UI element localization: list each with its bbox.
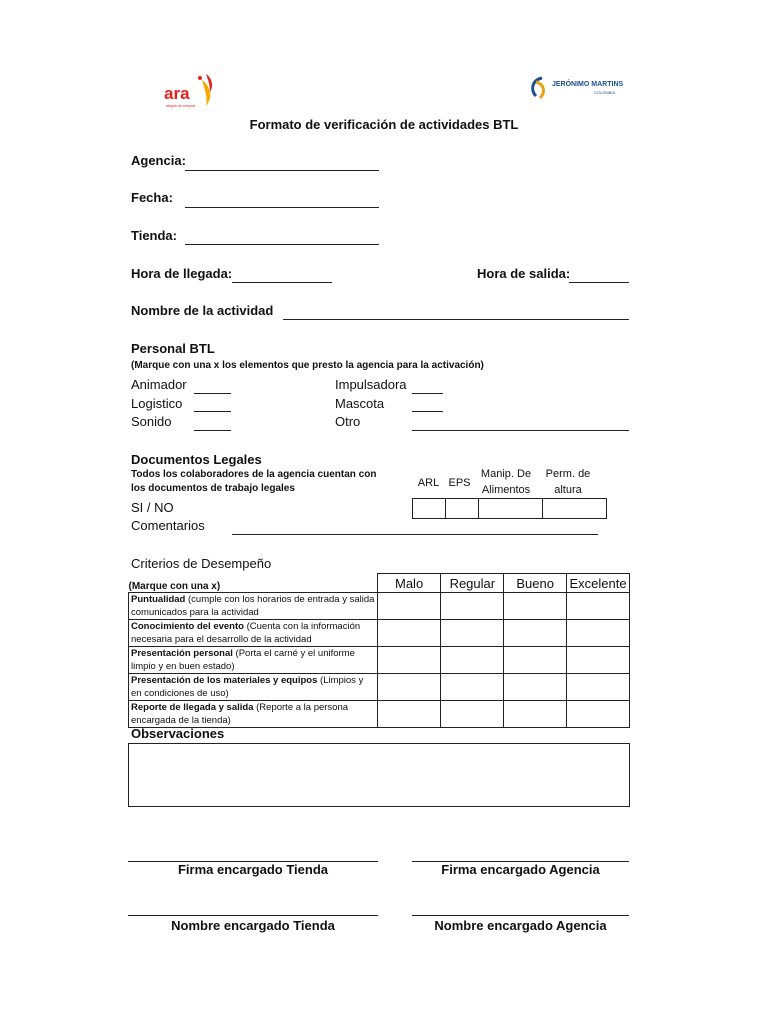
doc-check-eps[interactable] (446, 499, 479, 519)
jeronimo-martins-logo (528, 76, 628, 102)
criterio-desc: (Reporte a la persona encargada de la tienda) (131, 702, 349, 726)
rating-cell[interactable] (567, 620, 630, 647)
personal-instruction: (Marque con una x los elementos que presto la agencia para la activación) (131, 360, 484, 371)
observaciones-box[interactable] (128, 743, 630, 807)
personal-heading: Personal BTL (131, 341, 215, 356)
col-malo: Malo (377, 574, 441, 593)
hora-salida-input-line[interactable] (569, 282, 629, 283)
criterio-title: Presentación de los materiales y equipos (131, 675, 318, 686)
nombre-agencia-label: Nombre encargado Agencia (434, 918, 607, 933)
rating-cell[interactable] (377, 593, 441, 620)
si-no-label: SI / NO (131, 500, 174, 515)
criterio-title: Conocimiento del evento (131, 621, 244, 632)
rating-cell[interactable] (567, 674, 630, 701)
doc-check-arl[interactable] (413, 499, 446, 519)
doc-check-manip[interactable] (479, 499, 543, 519)
documentos-question: Todos los colaboradores de la agencia cuentan con los documentos de trabajo legales (131, 469, 377, 494)
comentarios-input-line[interactable] (232, 534, 598, 535)
personal-sonido-mark[interactable] (194, 430, 231, 431)
personal-animador-mark[interactable] (194, 393, 231, 394)
criterio-presentacion (129, 647, 378, 674)
documentos-checkbox-row (412, 498, 607, 519)
hora-llegada-label: Hora de llegada: (131, 266, 233, 281)
rating-cell[interactable] (567, 593, 630, 620)
personal-sonido-label: Sonido (131, 414, 172, 429)
criterio-title: Reporte de llegada y salida (131, 702, 254, 713)
fecha-label: Fecha: (131, 190, 173, 205)
personal-mascota-mark[interactable] (412, 411, 443, 412)
personal-logistico-label: Logistico (131, 396, 183, 411)
criterio-puntualidad (129, 593, 378, 620)
rating-cell[interactable] (377, 701, 441, 728)
rating-cell[interactable] (441, 620, 504, 647)
table-row (129, 593, 630, 620)
personal-impulsadora-mark[interactable] (412, 393, 443, 394)
criterio-title: Presentación personal (131, 648, 233, 659)
jm-logo-text: JERÓNIMO MARTINS (552, 81, 624, 88)
rating-cell[interactable] (504, 593, 567, 620)
firma-tienda-label: Firma encargado Tienda (177, 862, 329, 877)
table-row (129, 647, 630, 674)
doc-col-perm: Perm. de altura (545, 468, 591, 496)
nombre-actividad-label: Nombre de la actividad (131, 303, 274, 318)
personal-logistico-mark[interactable] (194, 411, 231, 412)
ara-logo-tagline: alegría de comprar (166, 104, 196, 108)
agencia-label: Agencia: (131, 153, 186, 168)
rating-cell[interactable] (504, 620, 567, 647)
criterios-heading: Criterios de Desempeño (131, 556, 272, 571)
personal-mascota-label: Mascota (335, 396, 385, 411)
criterio-reporte (129, 701, 378, 728)
table-row (129, 701, 630, 728)
criterio-title: Puntualidad (131, 594, 186, 605)
criterio-desc: (Cuenta con la información necesaria para el desarrollo de la actividad (131, 621, 361, 645)
ara-logo (162, 72, 222, 112)
ara-logo-text: ara (164, 84, 190, 103)
criterio-desc: (Porta el carné y el uniforme limpio y en buen estado) (131, 648, 355, 672)
observaciones-label: Observaciones (131, 726, 225, 741)
jm-logo-sub: COLOMBIA (594, 90, 616, 95)
page-title: Formato de verificación de actividades BTL (249, 117, 519, 132)
col-bueno: Bueno (504, 574, 567, 593)
rating-cell[interactable] (441, 674, 504, 701)
tienda-input-line[interactable] (185, 244, 379, 245)
personal-animador-label: Animador (131, 377, 187, 392)
rating-cell[interactable] (377, 647, 441, 674)
col-regular: Regular (441, 574, 504, 593)
nombre-tienda-line[interactable] (128, 915, 378, 916)
rating-cell[interactable] (567, 647, 630, 674)
criterios-table (128, 573, 630, 728)
criterio-materiales (129, 674, 378, 701)
tienda-label: Tienda: (131, 228, 177, 243)
nombre-actividad-input-line[interactable] (283, 319, 629, 320)
firma-agencia-label: Firma encargado Agencia (441, 862, 600, 877)
documentos-heading: Documentos Legales (131, 452, 262, 467)
comentarios-label: Comentarios (131, 518, 205, 533)
criterio-conocimiento (129, 620, 378, 647)
doc-check-perm[interactable] (543, 499, 607, 519)
criterio-desc: (Limpios y en condiciones de uso) (131, 675, 364, 699)
table-row (129, 620, 630, 647)
rating-cell[interactable] (504, 647, 567, 674)
nombre-agencia-line[interactable] (412, 915, 629, 916)
hora-salida-label: Hora de salida: (477, 266, 571, 281)
rating-cell[interactable] (504, 701, 567, 728)
doc-col-manip: Manip. De Alimentos (480, 468, 532, 496)
rating-cell[interactable] (441, 701, 504, 728)
personal-otro-label: Otro (335, 414, 361, 429)
rating-cell[interactable] (377, 674, 441, 701)
agencia-input-line[interactable] (185, 170, 379, 171)
rating-cell[interactable] (377, 620, 441, 647)
jm-emblem-icon (528, 76, 550, 100)
hora-llegada-input-line[interactable] (232, 282, 332, 283)
criterio-desc: (cumple con los horarios de entrada y salida comunicados para la actividad (131, 594, 375, 618)
criterios-instruction-text: (Marque con una x) (128, 581, 221, 592)
doc-col-eps: EPS (448, 477, 471, 489)
table-row (129, 674, 630, 701)
fecha-input-line[interactable] (185, 207, 379, 208)
personal-otro-input-line[interactable] (412, 430, 629, 431)
doc-col-arl: ARL (417, 477, 440, 489)
rating-cell[interactable] (441, 593, 504, 620)
col-excelente: Excelente (567, 574, 630, 593)
criterios-instruction (129, 574, 378, 593)
rating-cell[interactable] (504, 674, 567, 701)
nombre-tienda-label: Nombre encargado Tienda (171, 918, 335, 933)
rating-cell[interactable] (567, 701, 630, 728)
personal-impulsadora-label: Impulsadora (335, 377, 407, 392)
rating-cell[interactable] (441, 647, 504, 674)
